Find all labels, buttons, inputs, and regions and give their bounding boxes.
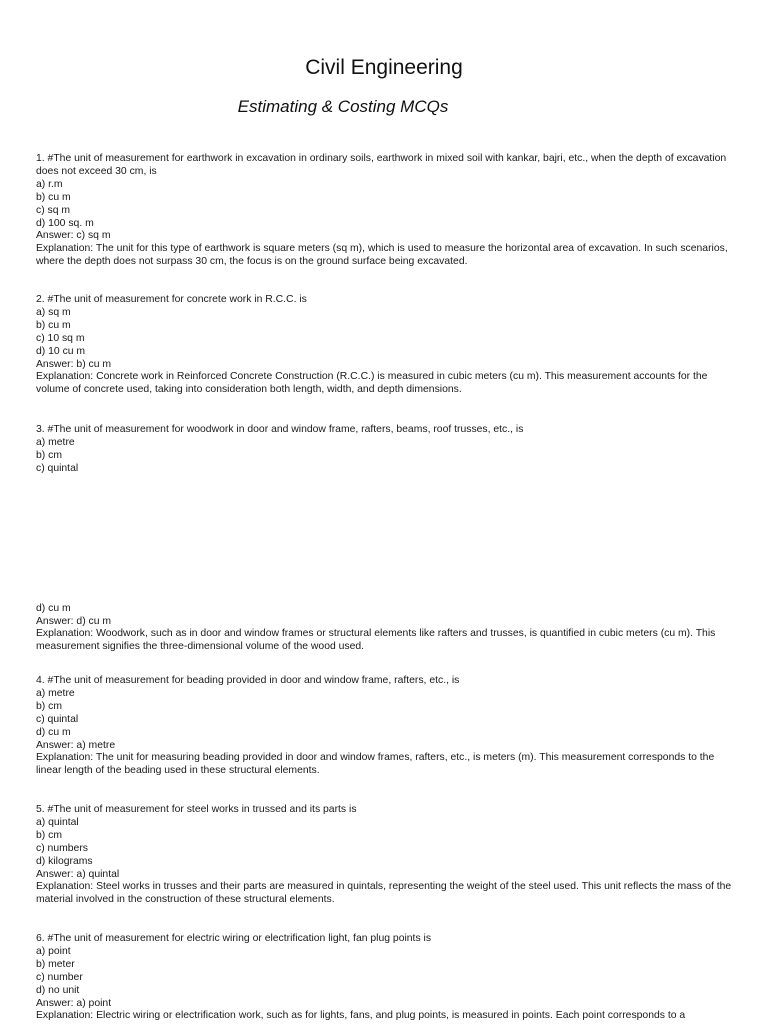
explanation-text: Explanation: Electric wiring or electrification work, such as for lights, fans, and plug points, is measured in points. Each point corresponds to a <box>36 1010 686 1022</box>
question-text: 6. #The unit of measurement for electric wiring or electrification light, fan plug points is <box>36 933 432 944</box>
question-block <box>36 675 736 778</box>
option-c: c) numbers <box>36 842 88 854</box>
explanation-text: Explanation: Woodwork, such as in door and window frames or structural elements like rafters and trusses, is quantified in cubic meters (cu m). This measurement signifies the three-dimensional volume of the wood used. <box>36 628 716 653</box>
option-a: a) metre <box>36 436 75 448</box>
page-break-gap <box>36 476 736 603</box>
option-a: a) sq m <box>36 306 71 318</box>
option-b: b) cm <box>36 449 62 461</box>
explanation-text: Explanation: Steel works in trusses and their parts are measured in quintals, representing the weight of the steel used. This unit reflects the mass of the material involved in the construction of these structural elements. <box>36 881 732 906</box>
option-b: b) cu m <box>36 319 71 331</box>
option-d: d) 10 cu m <box>36 345 86 357</box>
question-block <box>36 294 736 397</box>
question-block <box>36 424 736 654</box>
option-a: a) r.m <box>36 178 63 190</box>
option-c: c) number <box>36 971 83 983</box>
option-b: b) cu m <box>36 191 71 203</box>
option-b: b) meter <box>36 958 75 970</box>
question-text: 2. #The unit of measurement for concrete work in R.C.C. is <box>36 294 307 305</box>
option-a: a) quintal <box>36 816 79 828</box>
answer-text: Answer: b) cu m <box>36 358 112 370</box>
option-d: d) kilograms <box>36 855 93 867</box>
question-block <box>36 933 736 1023</box>
option-c: c) 10 sq m <box>36 332 85 344</box>
question-block <box>36 804 736 907</box>
question-text: 3. #The unit of measurement for woodwork in door and window frame, rafters, beams, roof trusses, etc., is <box>36 424 524 435</box>
option-c: c) quintal <box>36 462 79 474</box>
question-block <box>36 153 736 269</box>
document-title: Civil Engineering <box>305 56 463 79</box>
option-d: d) 100 sq. m <box>36 217 94 229</box>
answer-text: Answer: a) quintal <box>36 868 120 880</box>
answer-text: Answer: a) point <box>36 997 112 1009</box>
option-d: d) no unit <box>36 984 80 996</box>
option-a: a) point <box>36 945 71 957</box>
question-text: 1. #The unit of measurement for earthwork in excavation in ordinary soils, earthwork in mixed soil with kankar, bajri, etc., when the depth of excavation does not exceed 30 cm, is <box>36 153 727 177</box>
option-a: a) metre <box>36 687 75 699</box>
question-text: 5. #The unit of measurement for steel works in trussed and its parts is <box>36 804 357 815</box>
explanation-text: Explanation: The unit for measuring beading provided in door and window frames, rafters, etc., is meters (m). This measurement corresponds to the linear length of the beading used in these structural elements. <box>36 752 715 777</box>
answer-text: Answer: d) cu m <box>36 615 112 627</box>
explanation-text: Explanation: Concrete work in Reinforced Concrete Construction (R.C.C.) is measured in cubic meters (cu m). This measurement accounts for the volume of concrete used, taking into consideration both length, width, and depth dimensions. <box>36 371 708 396</box>
option-c: c) quintal <box>36 713 79 725</box>
answer-text: Answer: a) metre <box>36 739 116 751</box>
question-text: 4. #The unit of measurement for beading provided in door and window frame, rafters, etc., is <box>36 675 460 686</box>
option-b: b) cm <box>36 700 62 712</box>
option-d: d) cu m <box>36 602 71 614</box>
option-b: b) cm <box>36 829 62 841</box>
option-d: d) cu m <box>36 726 71 738</box>
option-c: c) sq m <box>36 204 71 216</box>
document-subtitle: Estimating & Costing MCQs <box>237 97 449 116</box>
answer-text: Answer: c) sq m <box>36 230 111 242</box>
explanation-text: Explanation: The unit for this type of earthwork is square meters (sq m), which is used to measure the horizontal area of excavation. In such scenarios, where the depth does not surpass 30 cm, the focus is on the ground surface being excavated. <box>36 243 728 268</box>
